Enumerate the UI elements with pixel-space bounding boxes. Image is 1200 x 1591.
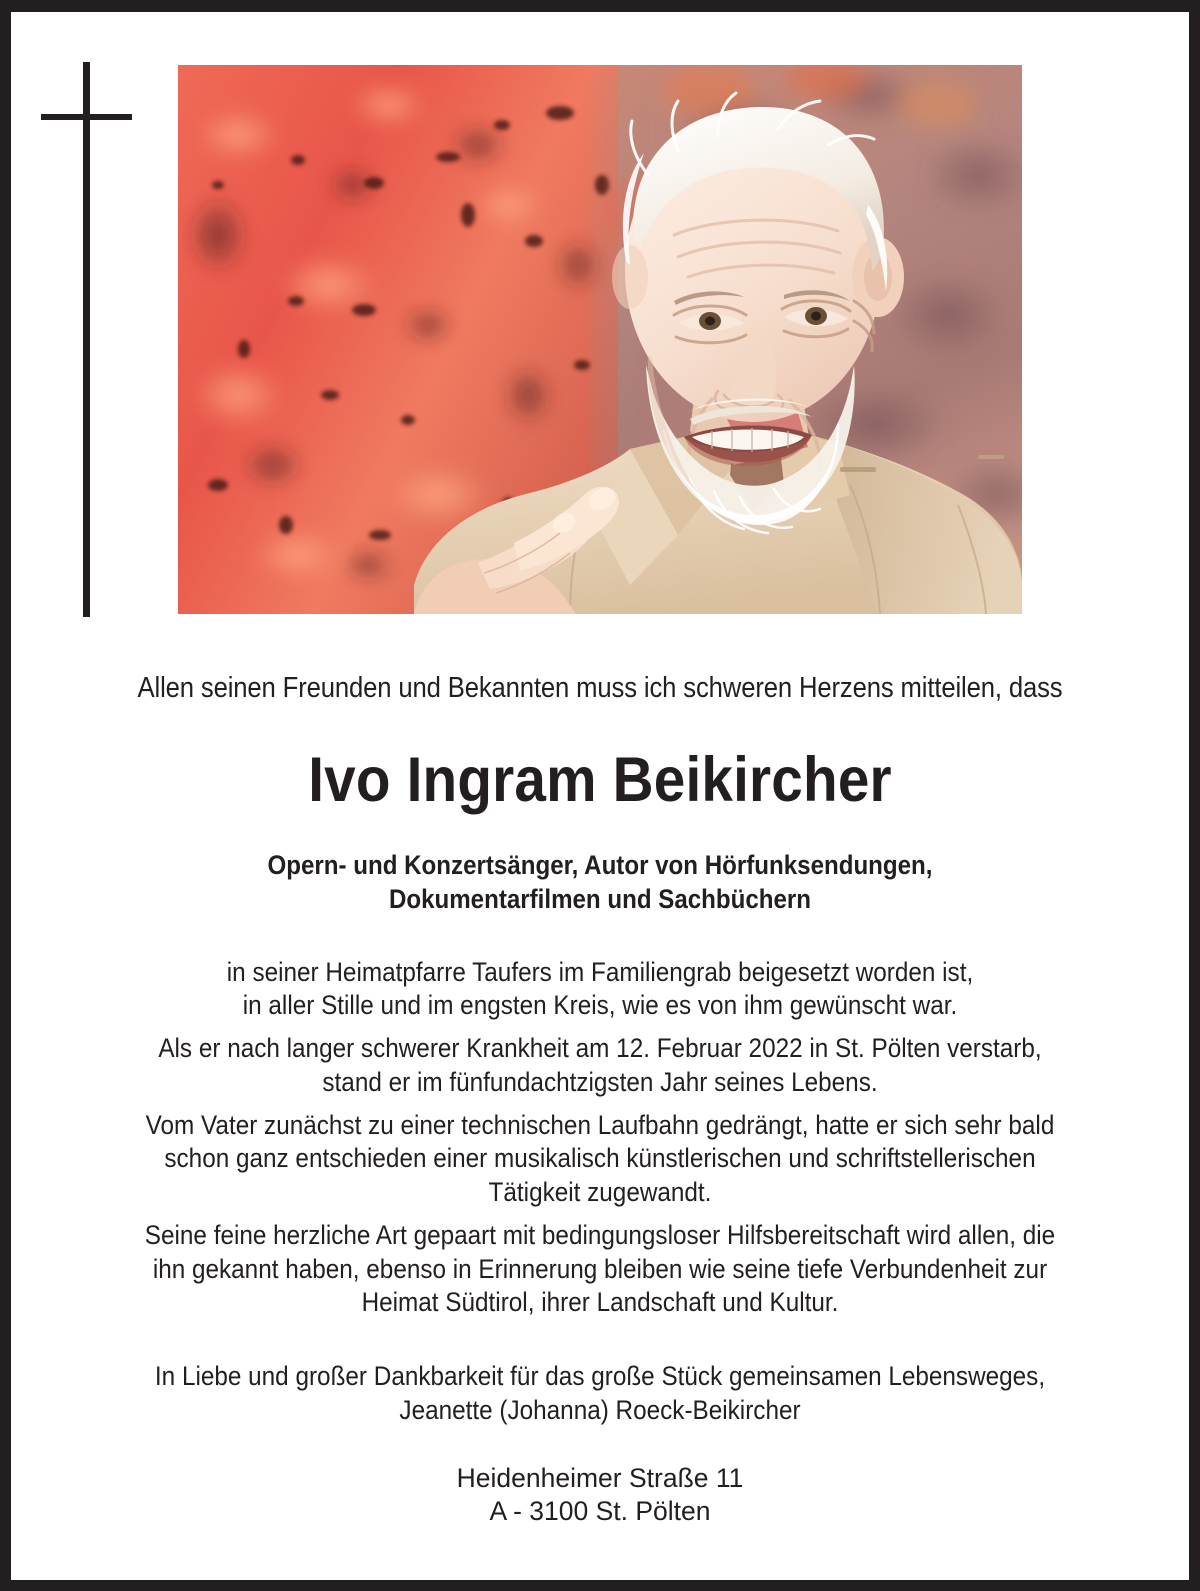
notice-text-block (11, 672, 1189, 1529)
signature-dedication: In Liebe und großer Dankbarkeit für das große Stück gemeinsamen Lebensweges, (154, 1361, 1046, 1392)
paragraph-career-line-2: schon ganz entschieden einer musikalisch künstlerischen und schriftstellerischen (164, 1143, 1036, 1174)
paragraph-career (70, 1109, 1130, 1210)
paragraph-career-line-3: Tätigkeit zugewandt. (488, 1177, 712, 1208)
paragraph-death (70, 1032, 1130, 1100)
cross-horizontal-bar (41, 114, 132, 120)
paragraph-burial-line-1: in seiner Heimatpfarre Taufers im Familiengrab beigesetzt worden ist, (226, 956, 974, 987)
portrait-photo (178, 65, 1022, 614)
address-street: Heidenheimer Straße 11 (456, 1462, 744, 1493)
profession-line-1: Opern- und Konzertsänger, Autor von Hörfunksendungen, (267, 849, 933, 880)
paragraph-character-line-2: ihn gekannt haben, ebenso in Erinnerung bleiben wie seine tiefe Verbundenheit zur (152, 1253, 1048, 1284)
paragraph-burial (70, 956, 1130, 1024)
cross-vertical-bar (83, 62, 90, 617)
paragraph-death-line-2: stand er im fünfundachtzigsten Jahr seines Lebens. (322, 1066, 878, 1097)
paragraph-career-line-1: Vom Vater zunächst zu einer technischen Laufbahn gedrängt, hatte er sich sehr bald (145, 1109, 1055, 1140)
latin-cross-icon (41, 62, 161, 617)
address-block (11, 1462, 1189, 1530)
paragraph-character-line-1: Seine feine herzliche Art gepaart mit bedingungsloser Hilfsbereitschaft wird allen, die (144, 1219, 1056, 1250)
lede-text: Allen seinen Freunden und Bekannten muss ich schweren Herzens mitteilen, dass (137, 672, 1063, 704)
paragraph-burial-line-2: in aller Stille und im engsten Kreis, wie es von ihm gewünscht war. (242, 990, 958, 1021)
address-city: A - 3100 St. Pölten (489, 1496, 711, 1527)
paragraph-character (70, 1219, 1130, 1320)
profession-line-2: Dokumentarfilmen und Sachbüchern (388, 884, 812, 915)
signature-name: Jeanette (Johanna) Roeck-Beikircher (399, 1394, 801, 1425)
notice-inner-page (11, 12, 1189, 1580)
paragraph-death-line-1: Als er nach langer schwerer Krankheit am 12. Februar 2022 in St. Pölten verstarb, (158, 1033, 1042, 1064)
profession-subtitle (64, 848, 1136, 917)
deceased-name: Ivo Ingram Beikircher (308, 744, 892, 815)
paragraph-signature (70, 1360, 1130, 1428)
paragraph-character-line-3: Heimat Südtirol, ihrer Landschaft und Kultur. (361, 1287, 839, 1318)
portrait-photo-illustration (178, 65, 1022, 614)
